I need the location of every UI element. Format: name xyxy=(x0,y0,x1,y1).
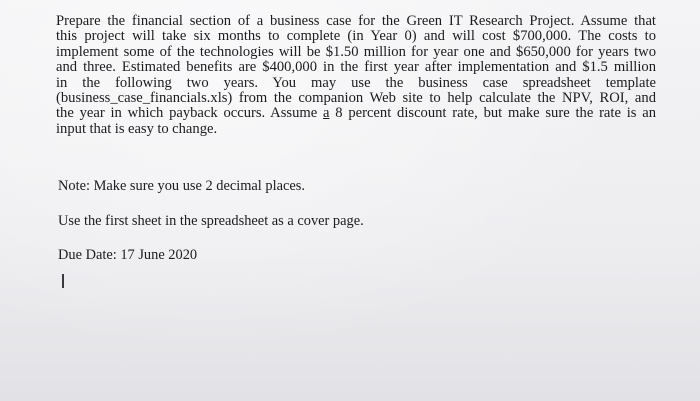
document-body xyxy=(56,13,657,263)
paragraph-line-1: Prepare the financial section of a business case for the Green IT Research Project. Assume that xyxy=(56,13,656,29)
paragraph-line-7-end: 8 percent discount rate, but make sure the rate is an xyxy=(329,105,657,122)
paragraph-line-5: in the following two years. You may use the business case spreadsheet template xyxy=(56,74,656,91)
paragraph-line-2: this project will take six months to complete (in Year 0) and will cost $700,000. The costs to xyxy=(56,28,656,45)
paragraph-line-4: and three. Estimated benefits are $400,000 in the first year after implementation and $1.5 million xyxy=(56,59,656,76)
paragraph-line-6: (business_case_financials.xls) from the companion Web site to help calculate the NPV, ROI, and xyxy=(56,90,656,107)
cover-page-note: Use the first sheet in the spreadsheet as a cover page. xyxy=(58,213,364,229)
due-date: Due Date: 17 June 2020 xyxy=(58,247,198,263)
paragraph-line-8: input that is easy to change. xyxy=(56,120,218,137)
decimal-places-note: Note: Make sure you use 2 decimal places. xyxy=(58,178,305,194)
assignment-paragraph xyxy=(56,14,656,137)
paragraph-line-7-start: the year in which payback occurs. Assume xyxy=(56,105,323,122)
text-cursor xyxy=(62,274,64,288)
paragraph-line-7 xyxy=(56,106,656,121)
underlined-word: a xyxy=(322,105,330,122)
paragraph-line-3: implement some of the technologies will be $1.50 million for year one and $650,000 for years two xyxy=(56,43,656,60)
